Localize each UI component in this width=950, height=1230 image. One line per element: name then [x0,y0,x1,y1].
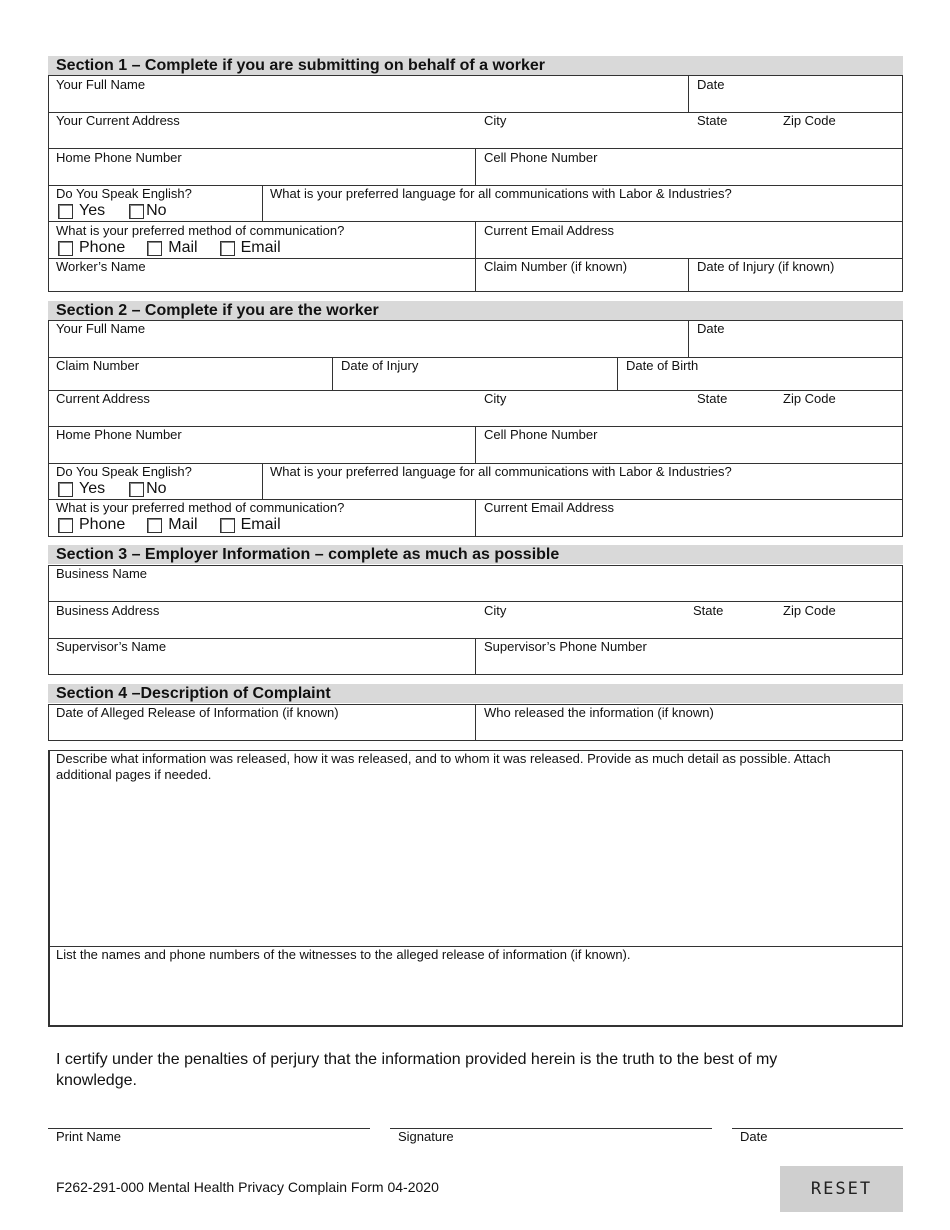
s4-describe-textarea[interactable] [56,786,896,942]
s2-claim-number-input[interactable] [56,372,326,388]
s3-zip-input[interactable] [783,618,897,636]
s1-mail-label: Mail [168,239,198,256]
s2-date-of-injury-input[interactable] [341,372,611,388]
s1-yes-label: Yes [79,202,106,219]
s2-email-address-label: Current Email Address [484,500,615,515]
section2-header: Section 2 – Complete if you are the worker [48,301,903,320]
s1-zip-label: Zip Code [783,113,836,128]
s1-yes-checkbox[interactable] [58,204,73,219]
divider [475,499,476,537]
certify-line2: knowledge. [56,1072,137,1089]
s1-email-address-input[interactable] [484,238,894,256]
s3-city-input[interactable] [484,618,684,636]
s1-date-label: Date [697,77,725,92]
s2-zip-label: Zip Code [783,391,836,406]
s1-preferred-language-label: What is your preferred language for all communications with Labor & Industries? [270,186,732,201]
s2-claim-number-label: Claim Number [56,358,140,373]
s2-city-input[interactable] [484,406,684,424]
s1-email-label: Email [240,239,281,256]
s2-phone-label: Phone [79,516,126,533]
signature-date-label: Date [740,1129,768,1144]
s3-supervisor-name-label: Supervisor’s Name [56,639,167,654]
reset-button[interactable]: RESET [780,1166,903,1212]
s1-address-input[interactable] [56,128,466,146]
signature-input[interactable] [392,1110,710,1127]
divider [688,75,689,112]
s2-email-label: Email [240,516,281,533]
s1-date-input[interactable] [697,92,897,110]
s3-business-address-input[interactable] [56,618,466,636]
s2-state-input[interactable] [697,406,775,424]
divider [475,638,476,675]
certify-line1: I certify under the penalties of perjury that the information provided herein is the truth to the best of my [56,1051,778,1068]
s1-speak-english-label: Do You Speak English? [56,186,192,201]
s2-date-of-birth-input[interactable] [626,372,896,388]
s2-speak-english-label: Do You Speak English? [56,464,192,479]
s2-yes-label: Yes [79,480,106,497]
divider [262,463,263,499]
s1-no-checkbox[interactable] [129,204,144,219]
s1-email-checkbox[interactable] [220,241,235,256]
s2-preferred-language-input[interactable] [270,480,895,498]
s1-full-name-label: Your Full Name [56,77,146,92]
s1-full-name-input[interactable] [56,92,681,110]
s2-no-label: No [146,480,167,497]
s2-full-name-input[interactable] [56,337,681,355]
s2-state-label: State [697,391,728,406]
s2-full-name-label: Your Full Name [56,321,146,336]
s1-preferred-language-input[interactable] [270,202,895,220]
s2-home-phone-label: Home Phone Number [56,427,182,442]
s2-no-checkbox[interactable] [129,482,144,497]
s2-method-options [58,516,281,534]
s2-address-label: Current Address [56,391,150,406]
s2-email-address-input[interactable] [484,516,894,534]
print-name-label: Print Name [56,1129,122,1144]
s1-email-address-label: Current Email Address [484,223,615,238]
s1-workers-name-input[interactable] [56,273,466,290]
s4-describe-line2: additional pages if needed. [56,767,212,782]
s3-supervisor-phone-label: Supervisor’s Phone Number [484,639,647,654]
s1-phone-checkbox[interactable] [58,241,73,256]
divider [617,357,618,390]
s1-state-label: State [697,113,728,128]
s2-mail-checkbox[interactable] [147,518,162,533]
s2-preferred-method-label: What is your preferred method of communication? [56,500,345,515]
section4-header: Section 4 –Description of Complaint [48,684,903,703]
s2-address-input[interactable] [56,406,466,424]
divider [475,221,476,292]
divider [475,148,476,185]
divider [48,601,903,602]
s2-phone-checkbox[interactable] [58,518,73,533]
signature-date-input[interactable] [734,1110,901,1127]
s4-release-date-label: Date of Alleged Release of Information (if known) [56,705,339,720]
signature-label: Signature [398,1129,454,1144]
s1-cell-phone-label: Cell Phone Number [484,150,598,165]
s2-english-options [58,480,167,498]
s2-zip-input[interactable] [783,406,897,424]
divider [688,320,689,357]
s1-mail-checkbox[interactable] [147,241,162,256]
s2-email-checkbox[interactable] [220,518,235,533]
s1-city-label: City [484,113,507,128]
print-name-input[interactable] [50,1110,368,1127]
s1-preferred-method-label: What is your preferred method of communication? [56,223,345,238]
s2-date-of-birth-label: Date of Birth [626,358,699,373]
s1-address-label: Your Current Address [56,113,180,128]
s1-claim-number-label: Claim Number (if known) [484,259,628,274]
s1-city-input[interactable] [484,128,684,146]
s2-cell-phone-label: Cell Phone Number [484,427,598,442]
divider [688,258,689,292]
s1-state-input[interactable] [697,128,775,146]
divider [475,704,476,741]
s1-home-phone-input[interactable] [56,165,466,183]
s3-business-name-input[interactable] [56,581,896,599]
s4-witnesses-label: List the names and phone numbers of the witnesses to the alleged release of information (if known). [56,947,631,962]
divider [475,426,476,463]
s3-business-name-label: Business Name [56,566,148,581]
s3-city-label: City [484,603,507,618]
s2-date-of-injury-label: Date of Injury [341,358,419,373]
s2-date-label: Date [697,321,725,336]
s1-method-options [58,239,281,257]
s1-phone-label: Phone [79,239,126,256]
s4-release-date-input[interactable] [56,720,466,738]
section3-header: Section 3 – Employer Information – complete as much as possible [48,545,903,564]
s1-date-of-injury-label: Date of Injury (if known) [697,259,835,274]
s2-yes-checkbox[interactable] [58,482,73,497]
s3-supervisor-phone-input[interactable] [484,655,894,673]
s4-who-released-input[interactable] [484,720,894,738]
s1-zip-input[interactable] [783,128,897,146]
section1-header: Section 1 – Complete if you are submitting on behalf of a worker [48,56,903,75]
s4-describe-line1: Describe what information was released, how it was released, and to whom it was released. Provide as much detail as possible. Attach [56,751,831,766]
s1-date-of-injury-input[interactable] [697,273,897,290]
s4-witnesses-textarea[interactable] [56,965,896,1023]
s1-home-phone-label: Home Phone Number [56,150,182,165]
divider [332,357,333,390]
s2-mail-label: Mail [168,516,198,533]
divider [48,357,903,358]
s2-preferred-language-label: What is your preferred language for all communications with Labor & Industries? [270,464,732,479]
s3-zip-label: Zip Code [783,603,836,618]
s3-supervisor-name-input[interactable] [56,655,466,673]
s2-city-label: City [484,391,507,406]
form-id: F262-291-000 Mental Health Privacy Complain Form 04-2020 [56,1179,439,1195]
s2-cell-phone-input[interactable] [484,443,894,461]
s2-date-input[interactable] [697,337,897,355]
s1-english-options [58,202,167,220]
s1-workers-name-label: Worker’s Name [56,259,146,274]
divider [262,185,263,221]
s1-claim-number-input[interactable] [484,273,682,290]
s1-cell-phone-input[interactable] [484,165,894,183]
s3-business-address-label: Business Address [56,603,160,618]
s1-no-label: No [146,202,167,219]
s2-home-phone-input[interactable] [56,443,466,461]
s3-state-input[interactable] [693,618,775,636]
s3-state-label: State [693,603,724,618]
s4-who-released-label: Who released the information (if known) [484,705,714,720]
divider [48,390,903,391]
